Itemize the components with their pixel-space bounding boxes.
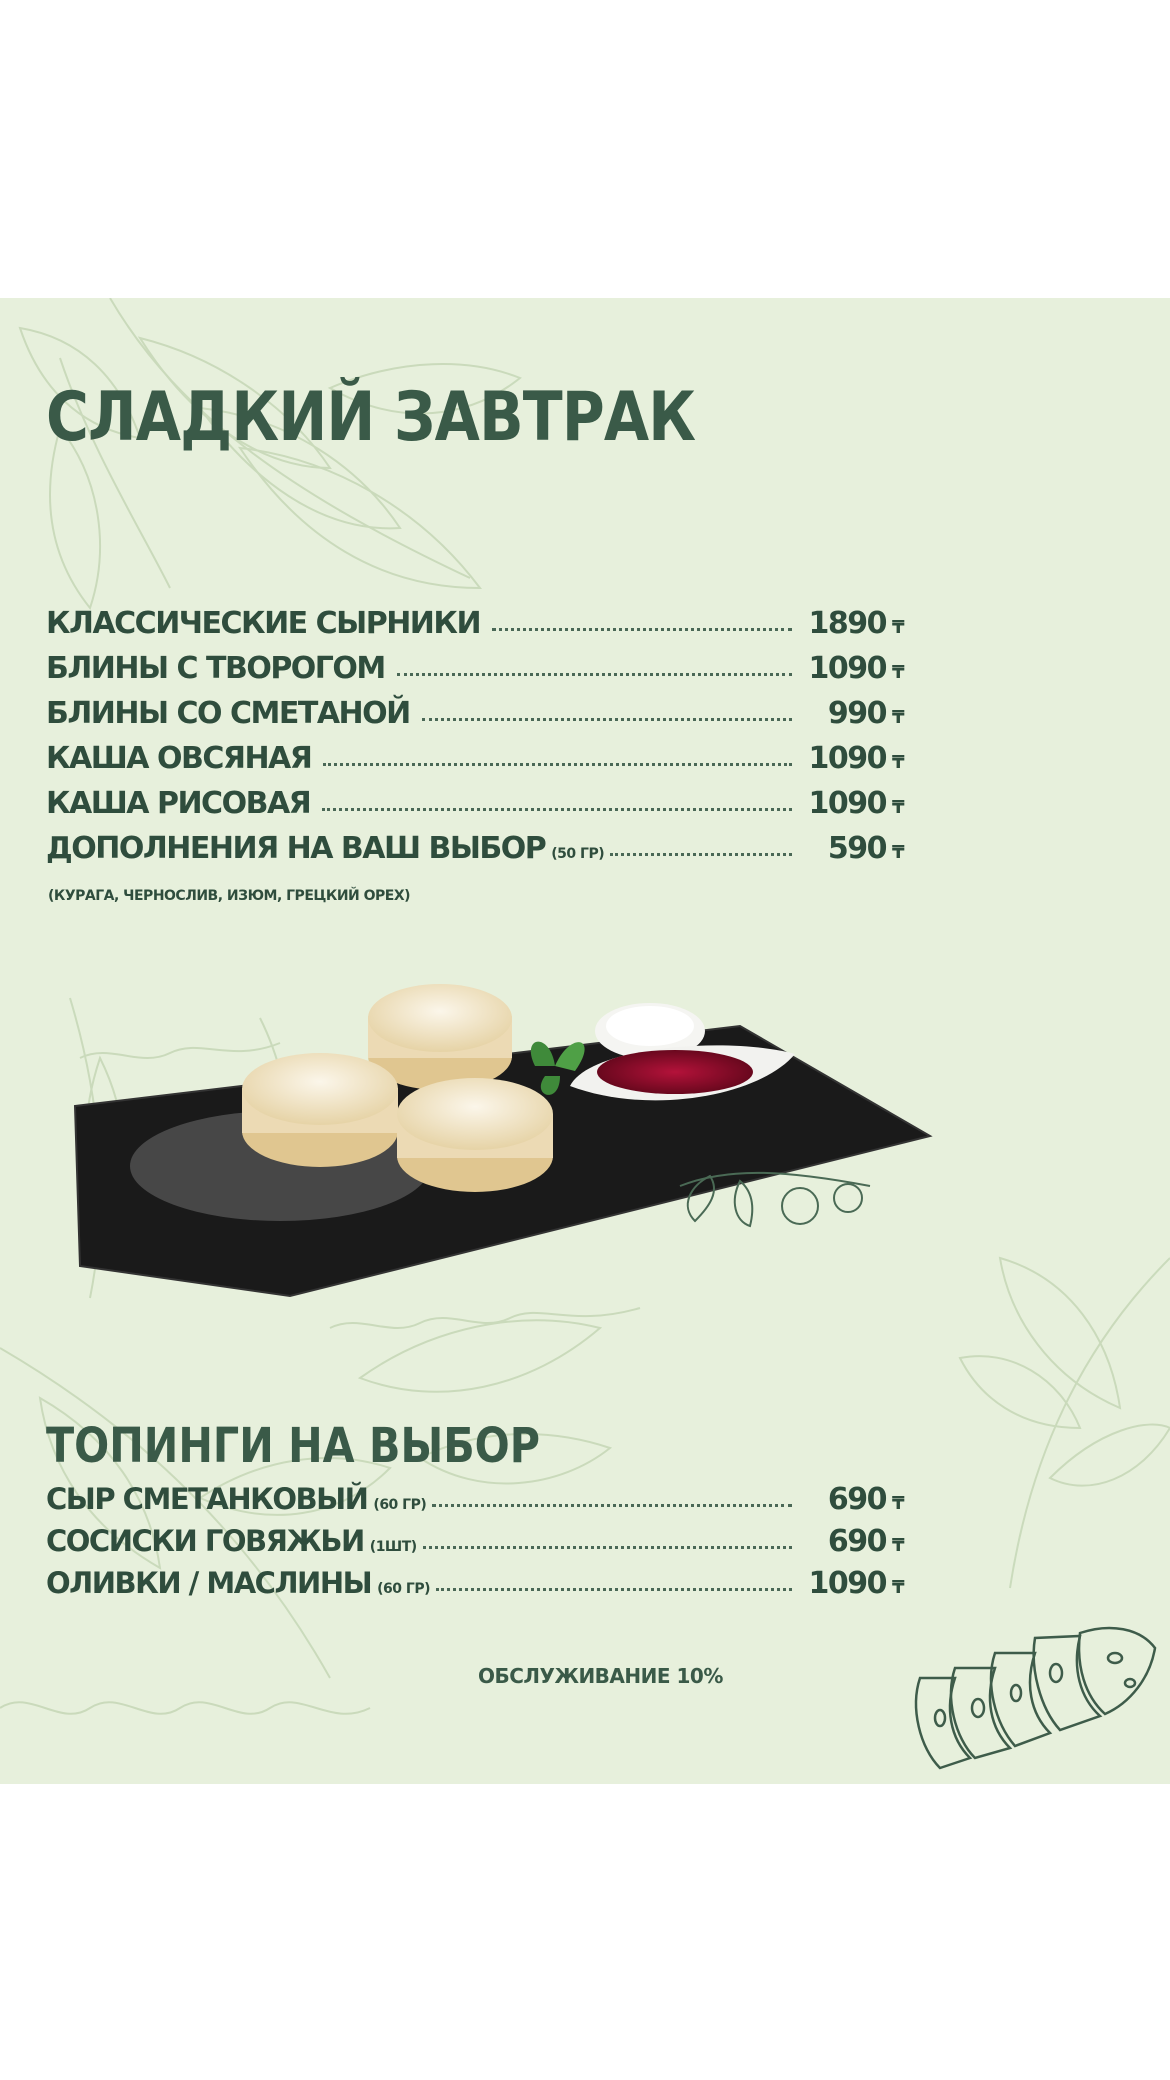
item-note: (50 ГР) (551, 846, 605, 862)
toppings-list (46, 1482, 906, 1608)
toppings-title: ТОПИНГИ НА ВЫБОР (46, 1418, 541, 1474)
additions-note: (КУРАГА, ЧЕРНОСЛИВ, ИЗЮМ, ГРЕЦКИЙ ОРЕХ) (48, 888, 411, 904)
dot-leader (423, 1546, 792, 1549)
syrniki-photo (30, 936, 970, 1336)
dot-leader (322, 808, 792, 811)
item-name: БЛИНЫ СО СМЕТАНОЙ (46, 696, 410, 731)
currency-sign: ₸ (892, 842, 905, 863)
topping-item (46, 1566, 906, 1608)
dot-leader (432, 1504, 792, 1507)
item-price: 990 (827, 696, 886, 731)
dot-leader (610, 853, 792, 856)
dot-leader (397, 673, 792, 676)
item-name: КАША РИСОВАЯ (46, 786, 311, 821)
currency-sign: ₸ (892, 1577, 905, 1598)
menu-item (46, 786, 906, 831)
item-name: СОСИСКИ ГОВЯЖЬИ (46, 1524, 364, 1558)
item-price: 1090 (808, 786, 886, 821)
cheese-icon (900, 1618, 1160, 1778)
dot-leader (436, 1588, 792, 1591)
item-price: 690 (827, 1482, 886, 1517)
currency-sign: ₸ (892, 1535, 905, 1556)
currency-sign: ₸ (892, 662, 905, 683)
menu-item (46, 696, 906, 741)
item-name: БЛИНЫ С ТВОРОГОМ (46, 651, 385, 686)
item-name: ДОПОЛНЕНИЯ НА ВАШ ВЫБОР (46, 831, 546, 866)
currency-sign: ₸ (892, 752, 905, 773)
service-charge-note: ОБСЛУЖИВАНИЕ 10% (478, 1664, 723, 1688)
topping-item (46, 1482, 906, 1524)
topping-item (46, 1524, 906, 1566)
item-price: 690 (827, 1524, 886, 1559)
item-note: (60 ГР) (373, 1497, 427, 1513)
menu-item (46, 606, 906, 651)
menu-item (46, 741, 906, 786)
currency-sign: ₸ (892, 707, 905, 728)
item-price: 1890 (808, 606, 886, 641)
item-name: КАША ОВСЯНАЯ (46, 741, 312, 776)
page-title: СЛАДКИЙ ЗАВТРАК (46, 378, 696, 457)
menu-item (46, 651, 906, 696)
currency-sign: ₸ (892, 797, 905, 818)
main-menu-list (46, 606, 906, 876)
item-name: КЛАССИЧЕСКИЕ СЫРНИКИ (46, 606, 481, 641)
item-price: 1090 (808, 741, 886, 776)
item-price: 1090 (808, 1566, 886, 1601)
item-note: (1ШТ) (369, 1539, 417, 1555)
dot-leader (492, 628, 792, 631)
item-name: СЫР СМЕТАНКОВЫЙ (46, 1482, 368, 1516)
item-name: ОЛИВКИ / МАСЛИНЫ (46, 1566, 372, 1600)
dot-leader (422, 718, 792, 721)
menu-item (46, 831, 906, 876)
dot-leader (323, 763, 792, 766)
item-price: 1090 (808, 651, 886, 686)
menu-card (0, 298, 1170, 1784)
item-note: (60 ГР) (377, 1581, 430, 1597)
item-price: 590 (827, 831, 886, 866)
currency-sign: ₸ (892, 617, 905, 638)
currency-sign: ₸ (892, 1493, 905, 1514)
